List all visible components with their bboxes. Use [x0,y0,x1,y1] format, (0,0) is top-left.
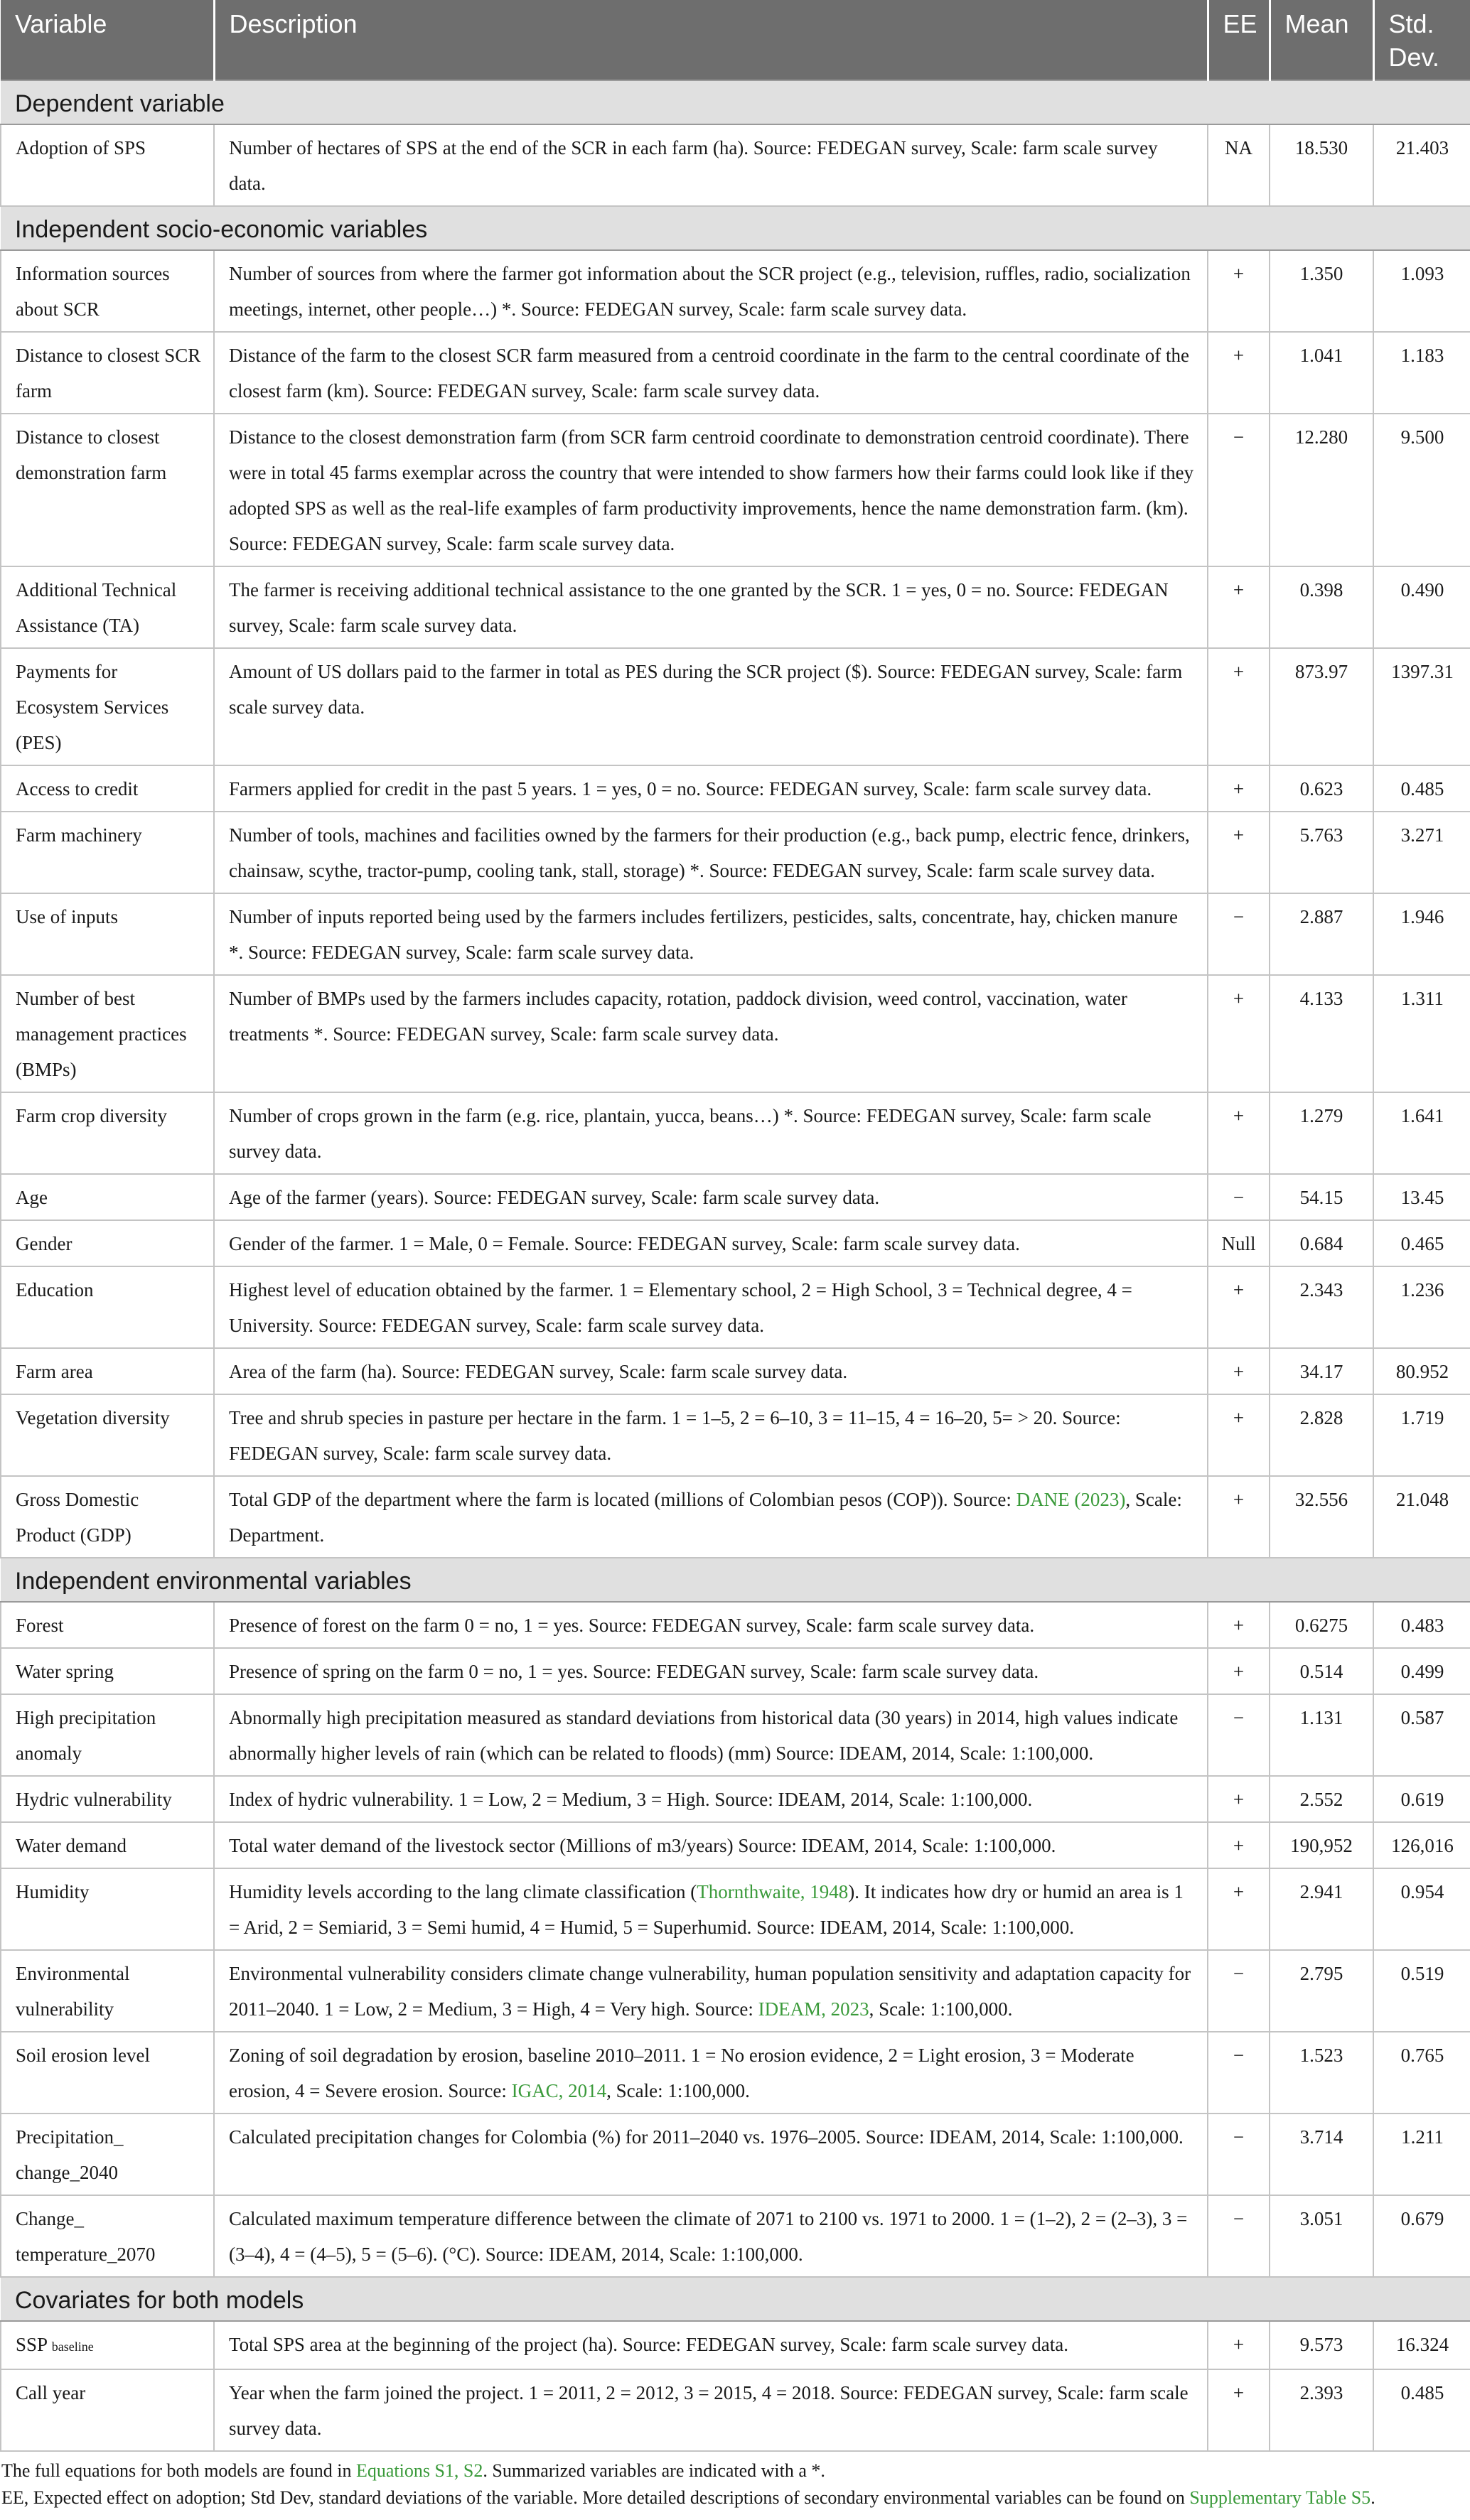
description-text: Zoning of soil degradation by erosion, baseline 2010–2011. 1 = No erosion evidence, 2 = Light erosion, 3 = Moderate erosion, 4 = Severe erosion. Source: [229,2045,1134,2101]
table-header-row [1,0,1470,80]
variable-name: Call year [16,2382,86,2403]
mean-cell: 190,952 [1270,1822,1373,1868]
table-row [1,1266,1470,1348]
description-text: The farmer is receiving additional technical assistance to the one granted by the SCR. 1 = yes, 0 = no. Source: FEDEGAN survey, Scale: farm scale survey data. [229,579,1169,636]
table-row [1,414,1470,566]
description-cell [214,124,1208,206]
std-dev-cell: 1.311 [1373,975,1470,1092]
mean-cell: 0.623 [1270,765,1373,812]
description-text: Presence of forest on the farm 0 = no, 1 = yes. Source: FEDEGAN survey, Scale: farm scale survey data. [229,1615,1035,1636]
equations-link[interactable]: Equations S1, S2 [355,2460,483,2481]
description-cell [214,2321,1208,2369]
std-dev-cell: 13.45 [1373,1174,1470,1220]
mean-cell: 2.552 [1270,1776,1373,1822]
variable-name: Water spring [16,1661,114,1682]
table-row [1,975,1470,1092]
table-row [1,332,1470,414]
ee-cell: + [1208,1266,1270,1348]
description-cell [214,765,1208,812]
mean-cell: 1.279 [1270,1092,1373,1174]
mean-cell: 1.131 [1270,1694,1373,1776]
variable-name: Environmental vulnerability [16,1963,130,2020]
footnote-1 [0,2457,1470,2484]
variable-name: Water demand [16,1835,127,1856]
description-cell [214,2114,1208,2195]
footnote-2-text: EE, Expected effect on adoption; Std Dev, standard deviations of the variable. More detailed descriptions of secondary environmental variables can be found on [1,2487,1190,2508]
std-dev-cell: 21.403 [1373,124,1470,206]
mean-cell: 18.530 [1270,124,1373,206]
std-dev-cell: 1.719 [1373,1394,1470,1476]
std-dev-cell: 0.485 [1373,765,1470,812]
description-cell [214,250,1208,332]
description-cell [214,566,1208,648]
footnote-1-text: The full equations for both models are found in [1,2460,356,2481]
std-dev-cell: 0.465 [1373,1220,1470,1266]
description-cell [214,1950,1208,2032]
table-row [1,1602,1470,1648]
description-cell [214,1868,1208,1950]
variable-cell [1,1394,214,1476]
ee-cell: − [1208,1174,1270,1220]
description-text: Number of BMPs used by the farmers includes capacity, rotation, paddock division, weed control, vaccination, water treatments *. Source: FEDEGAN survey, Scale: farm scale survey data. [229,988,1127,1045]
variable-cell [1,2369,214,2451]
description-text: Total SPS area at the beginning of the project (ha). Source: FEDEGAN survey, Scale: farm scale survey data. [229,2334,1068,2355]
table-row [1,1868,1470,1950]
table-row [1,1822,1470,1868]
description-text: Environmental vulnerability considers climate change vulnerability, human population sensitivity and adaptation capacity for 2011–2040. 1 = Low, 2 = Medium, 3 = High, 4 = Very high. Source: [229,1963,1191,2020]
mean-cell: 2.343 [1270,1266,1373,1348]
variable-cell [1,765,214,812]
table-row [1,1950,1470,2032]
std-dev-cell: 0.483 [1373,1602,1470,1648]
mean-cell: 3.051 [1270,2195,1373,2277]
ee-cell: NA [1208,124,1270,206]
table-row [1,1694,1470,1776]
variable-name: Vegetation diversity [16,1407,170,1428]
variable-cell [1,893,214,975]
section-title: Covariates for both models [1,2277,1470,2321]
description-text: Number of crops grown in the farm (e.g. rice, plantain, yucca, beans…) *. Source: FEDEGAN survey, Scale: farm scale survey data. [229,1105,1152,1162]
description-text: Distance to the closest demonstration farm (from SCR farm centroid coordinate to demonstration centroid coordinate). There were in total 45 farms exemplar across the country that were intended to show farmers how their farms could look like if they adopted SPS as well as the real-life examples of farm productivity improvements, hence the name demonstration farm. (km). Source: FEDEGAN survey, Scale: farm scale survey data. [229,426,1194,554]
description-text: Year when the farm joined the project. 1 = 2011, 2 = 2012, 3 = 2015, 4 = 2018. Source: FEDEGAN survey, Scale: farm scale survey data. [229,2382,1189,2439]
variable-cell [1,1694,214,1776]
description-text: Total water demand of the livestock sector (Millions of m3/years) Source: IDEAM, 2014, Scale: 1:100,000. [229,1835,1056,1856]
variable-cell [1,1092,214,1174]
section-title: Independent environmental variables [1,1558,1470,1602]
mean-cell: 32.556 [1270,1476,1373,1558]
table-row [1,812,1470,893]
std-dev-cell: 1.641 [1373,1092,1470,1174]
header-std-dev [1373,0,1470,80]
std-dev-cell: 0.587 [1373,1694,1470,1776]
ee-cell: − [1208,893,1270,975]
mean-cell: 2.828 [1270,1394,1373,1476]
variable-name: Forest [16,1615,64,1636]
variable-cell [1,1776,214,1822]
description-cell [214,975,1208,1092]
ee-cell: + [1208,648,1270,765]
ee-cell: + [1208,250,1270,332]
description-text: Number of tools, machines and facilities owned by the farmers for their production (e.g., back pump, electric fence, drinkers, chainsaw, scythe, tractor-pump, cooling tank, stall, storage) *. Source: FEDEGAN survey, Scale: farm scale survey data. [229,824,1190,881]
std-dev-cell: 0.679 [1373,2195,1470,2277]
section-row [1,2277,1470,2321]
variable-name: Precipitation_ change_2040 [16,2126,124,2183]
variable-cell [1,1822,214,1868]
table-row [1,1476,1470,1558]
description-text: Area of the farm (ha). Source: FEDEGAN survey, Scale: farm scale survey data. [229,1361,848,1382]
description-cell [214,1476,1208,1558]
table-row [1,1776,1470,1822]
ee-cell: + [1208,1868,1270,1950]
table-row [1,1220,1470,1266]
table-row [1,2032,1470,2114]
header-dev: Dev. [1388,43,1439,72]
description-text: Total GDP of the department where the farm is located (millions of Colombian pesos (COP)). Source: [229,1489,1016,1510]
ee-cell: + [1208,2369,1270,2451]
description-text: Farmers applied for credit in the past 5 years. 1 = yes, 0 = no. Source: FEDEGAN survey, Scale: farm scale survey data. [229,778,1152,799]
mean-cell: 0.684 [1270,1220,1373,1266]
description-text: Distance of the farm to the closest SCR farm measured from a centroid coordinate in the farm to the central coordinate of the closest farm (km). Source: FEDEGAN survey, Scale: farm scale survey data. [229,345,1190,402]
ee-cell: + [1208,332,1270,414]
mean-cell: 873.97 [1270,648,1373,765]
mean-cell: 2.393 [1270,2369,1373,2451]
table-row [1,2321,1470,2369]
variable-name: Hydric vulnerability [16,1789,172,1810]
description-cell [214,2195,1208,2277]
ee-cell: + [1208,1348,1270,1394]
description-cell [214,1694,1208,1776]
variable-name: Farm machinery [16,824,142,846]
table-row [1,1348,1470,1394]
variable-cell [1,2321,214,2369]
description-cell [214,1822,1208,1868]
description-cell [214,2369,1208,2451]
table-row [1,1394,1470,1476]
header-mean: Mean [1270,0,1373,80]
table-row [1,1092,1470,1174]
footnote-1-text-end: . Summarized variables are indicated with a *. [483,2460,825,2481]
description-cell [214,1602,1208,1648]
std-dev-cell: 1.093 [1373,250,1470,332]
table-row [1,2114,1470,2195]
description-text: Presence of spring on the farm 0 = no, 1 = yes. Source: FEDEGAN survey, Scale: farm scale survey data. [229,1661,1039,1682]
std-dev-cell: 21.048 [1373,1476,1470,1558]
variable-name: Adoption of SPS [16,137,146,158]
variable-cell [1,1348,214,1394]
section-title: Independent socio-economic variables [1,206,1470,250]
ee-cell: − [1208,2114,1270,2195]
variable-cell [1,250,214,332]
table-body [1,80,1470,2451]
variable-name: Education [16,1279,94,1301]
variable-cell [1,2195,214,2277]
mean-cell: 5.763 [1270,812,1373,893]
citation-link[interactable]: IGAC, 2014 [511,2080,607,2101]
ee-cell: − [1208,1694,1270,1776]
mean-cell: 0.398 [1270,566,1373,648]
section-row [1,1558,1470,1602]
description-text: , Scale: 1:100,000. [606,2080,750,2101]
description-text: Calculated precipitation changes for Colombia (%) for 2011–2040 vs. 1976–2005. Source: IDEAM, 2014, Scale: 1:100,000. [229,2126,1184,2148]
ee-cell: + [1208,765,1270,812]
ee-cell: + [1208,975,1270,1092]
description-cell [214,1174,1208,1220]
variable-name: Change_ temperature_2070 [16,2208,156,2265]
header-std: Std. [1388,9,1434,38]
header-description: Description [214,0,1208,80]
description-text: Humidity levels according to the lang climate classification ( [229,1881,697,1902]
variable-name: Payments for Ecosystem Services (PES) [16,661,169,753]
variable-cell [1,648,214,765]
variable-name: Gross Domestic Product (GDP) [16,1489,139,1546]
ee-cell: + [1208,1092,1270,1174]
std-dev-cell: 1.211 [1373,2114,1470,2195]
variable-cell [1,1220,214,1266]
section-title: Dependent variable [1,80,1470,124]
variable-name: Farm area [16,1361,93,1382]
description-text: Abnormally high precipitation measured as standard deviations from historical data (30 years) in 2014, high values indicate abnormally higher levels of rain (which can be related to floods) (mm) Source: IDEAM, 2014, Scale: 1:100,000. [229,1707,1179,1764]
citation-link[interactable]: IDEAM, 2023 [758,1998,869,2020]
mean-cell: 34.17 [1270,1348,1373,1394]
description-text: Number of inputs reported being used by the farmers includes fertilizers, pesticides, salts, concentrate, hay, chicken manure *. Source: FEDEGAN survey, Scale: farm scale survey data. [229,906,1179,963]
variable-cell [1,1602,214,1648]
ee-cell: − [1208,2195,1270,2277]
variable-name: High precipitation anomaly [16,1707,156,1764]
std-dev-cell: 0.499 [1373,1648,1470,1694]
variable-cell [1,414,214,566]
std-dev-cell: 1.946 [1373,893,1470,975]
description-cell [214,1348,1208,1394]
variable-subscript: baseline [51,2339,94,2354]
citation-link[interactable]: Thornthwaite, 1948 [697,1881,849,1902]
description-cell [214,1092,1208,1174]
ee-cell: + [1208,1822,1270,1868]
mean-cell: 0.514 [1270,1648,1373,1694]
mean-cell: 1.523 [1270,2032,1373,2114]
table-row [1,648,1470,765]
section-row [1,206,1470,250]
description-cell [214,1648,1208,1694]
header-variable: Variable [1,0,214,80]
variable-name: Number of best management practices (BMPs) [16,988,187,1080]
variable-name: SSP [16,2334,48,2355]
variable-cell [1,1476,214,1558]
table-row [1,566,1470,648]
std-dev-cell: 126,016 [1373,1822,1470,1868]
description-cell [214,1266,1208,1348]
description-text: Number of hectares of SPS at the end of the SCR in each farm (ha). Source: FEDEGAN survey, Scale: farm scale survey data. [229,137,1158,194]
table-row [1,1648,1470,1694]
mean-cell: 2.795 [1270,1950,1373,2032]
variable-cell [1,1648,214,1694]
std-dev-cell: 3.271 [1373,812,1470,893]
std-dev-cell: 0.765 [1373,2032,1470,2114]
ee-cell: − [1208,2032,1270,2114]
table-row [1,2369,1470,2451]
ee-cell: + [1208,1394,1270,1476]
mean-cell: 2.941 [1270,1868,1373,1950]
ee-cell: + [1208,1776,1270,1822]
variable-cell [1,1868,214,1950]
mean-cell: 1.350 [1270,250,1373,332]
description-text: ). It indicates how dry or humid an area is 1 = Arid, 2 = Semiarid, 3 = Semi humid, 4 = Humid, 5 = Superhumid. Source: IDEAM, 2014, Scale: 1:100,000. [229,1881,1184,1938]
mean-cell: 12.280 [1270,414,1373,566]
description-cell [214,1394,1208,1476]
description-cell [214,2032,1208,2114]
description-cell [214,1220,1208,1266]
description-text: Tree and shrub species in pasture per hectare in the farm. 1 = 1–5, 2 = 6–10, 3 = 11–15, 4 = 16–20, 5= > 20. Source: FEDEGAN survey, Scale: farm scale survey data. [229,1407,1121,1464]
std-dev-cell: 0.619 [1373,1776,1470,1822]
variable-cell [1,332,214,414]
description-text: Number of sources from where the farmer got information about the SCR project (e.g., television, ruffles, radio, socialization meetings, internet, other people…) *. Source: FEDEGAN survey, Scale: farm scale survey data. [229,263,1191,320]
ee-cell: − [1208,414,1270,566]
variable-cell [1,1174,214,1220]
description-cell [214,812,1208,893]
variable-cell [1,1266,214,1348]
variable-cell [1,1950,214,2032]
variable-name: Information sources about SCR [16,263,170,320]
footnote-2-text-end: . [1370,2487,1375,2508]
ee-cell: + [1208,2321,1270,2369]
footnote-2 [0,2484,1470,2511]
std-dev-cell: 9.500 [1373,414,1470,566]
std-dev-cell: 0.954 [1373,1868,1470,1950]
ee-cell: Null [1208,1220,1270,1266]
mean-cell: 4.133 [1270,975,1373,1092]
variable-name: Use of inputs [16,906,118,927]
variable-name: Soil erosion level [16,2045,150,2066]
description-cell [214,414,1208,566]
std-dev-cell: 1.236 [1373,1266,1470,1348]
mean-cell: 3.714 [1270,2114,1373,2195]
variable-name: Gender [16,1233,73,1254]
std-dev-cell: 0.490 [1373,566,1470,648]
ee-cell: + [1208,566,1270,648]
description-cell [214,1776,1208,1822]
std-dev-cell: 1.183 [1373,332,1470,414]
variable-cell [1,2114,214,2195]
ee-cell: + [1208,1476,1270,1558]
description-text: Gender of the farmer. 1 = Male, 0 = Female. Source: FEDEGAN survey, Scale: farm scale survey data. [229,1233,1020,1254]
section-row [1,80,1470,124]
variable-name: Humidity [16,1881,90,1902]
description-cell [214,648,1208,765]
variable-name: Distance to closest demonstration farm [16,426,167,483]
variable-cell [1,2032,214,2114]
description-cell [214,332,1208,414]
table-row [1,250,1470,332]
description-text: Amount of US dollars paid to the farmer in total as PES during the SCR project ($). Source: FEDEGAN survey, Scale: farm scale survey data. [229,661,1183,718]
table-notes [0,2457,1470,2511]
description-text: Highest level of education obtained by the farmer. 1 = Elementary school, 2 = High School, 3 = Technical degree, 4 = University. Source: FEDEGAN survey, Scale: farm scale survey data. [229,1279,1132,1336]
std-dev-cell: 0.485 [1373,2369,1470,2451]
ee-cell: − [1208,1950,1270,2032]
table-row [1,124,1470,206]
citation-link[interactable]: DANE (2023) [1016,1489,1126,1510]
variable-cell [1,124,214,206]
description-text: Index of hydric vulnerability. 1 = Low, 2 = Medium, 3 = High. Source: IDEAM, 2014, Scale: 1:100,000. [229,1789,1033,1810]
ee-cell: + [1208,1602,1270,1648]
variable-cell [1,975,214,1092]
variable-name: Farm crop diversity [16,1105,167,1126]
mean-cell: 54.15 [1270,1174,1373,1220]
header-ee: EE [1208,0,1270,80]
std-dev-cell: 1397.31 [1373,648,1470,765]
ee-cell: + [1208,812,1270,893]
description-text: , Scale: Department. [229,1489,1182,1546]
mean-cell: 1.041 [1270,332,1373,414]
table-row [1,765,1470,812]
variable-name: Age [16,1187,48,1208]
table-row [1,2195,1470,2277]
table-row [1,893,1470,975]
description-text: Calculated maximum temperature difference between the climate of 2071 to 2100 vs. 1971 to 2000. 1 = (1–2), 2 = (2–3), 3 = (3–4), 4 = (4–5), 5 = (5–6). (°C). Source: IDEAM, 2014, Scale: 1:100,000. [229,2208,1188,2265]
std-dev-cell: 0.519 [1373,1950,1470,2032]
variable-cell [1,566,214,648]
description-cell [214,893,1208,975]
ee-cell: + [1208,1648,1270,1694]
mean-cell: 0.6275 [1270,1602,1373,1648]
std-dev-cell: 80.952 [1373,1348,1470,1394]
std-dev-cell: 16.324 [1373,2321,1470,2369]
mean-cell: 2.887 [1270,893,1373,975]
variable-cell [1,812,214,893]
supplementary-table-link[interactable]: Supplementary Table S5 [1189,2487,1371,2508]
variable-name: Additional Technical Assistance (TA) [16,579,177,636]
description-text: , Scale: 1:100,000. [869,1998,1013,2020]
table-row [1,1174,1470,1220]
mean-cell: 9.573 [1270,2321,1373,2369]
variable-name: Access to credit [16,778,139,799]
variable-name: Distance to closest SCR farm [16,345,201,402]
description-text: Age of the farmer (years). Source: FEDEGAN survey, Scale: farm scale survey data. [229,1187,880,1208]
